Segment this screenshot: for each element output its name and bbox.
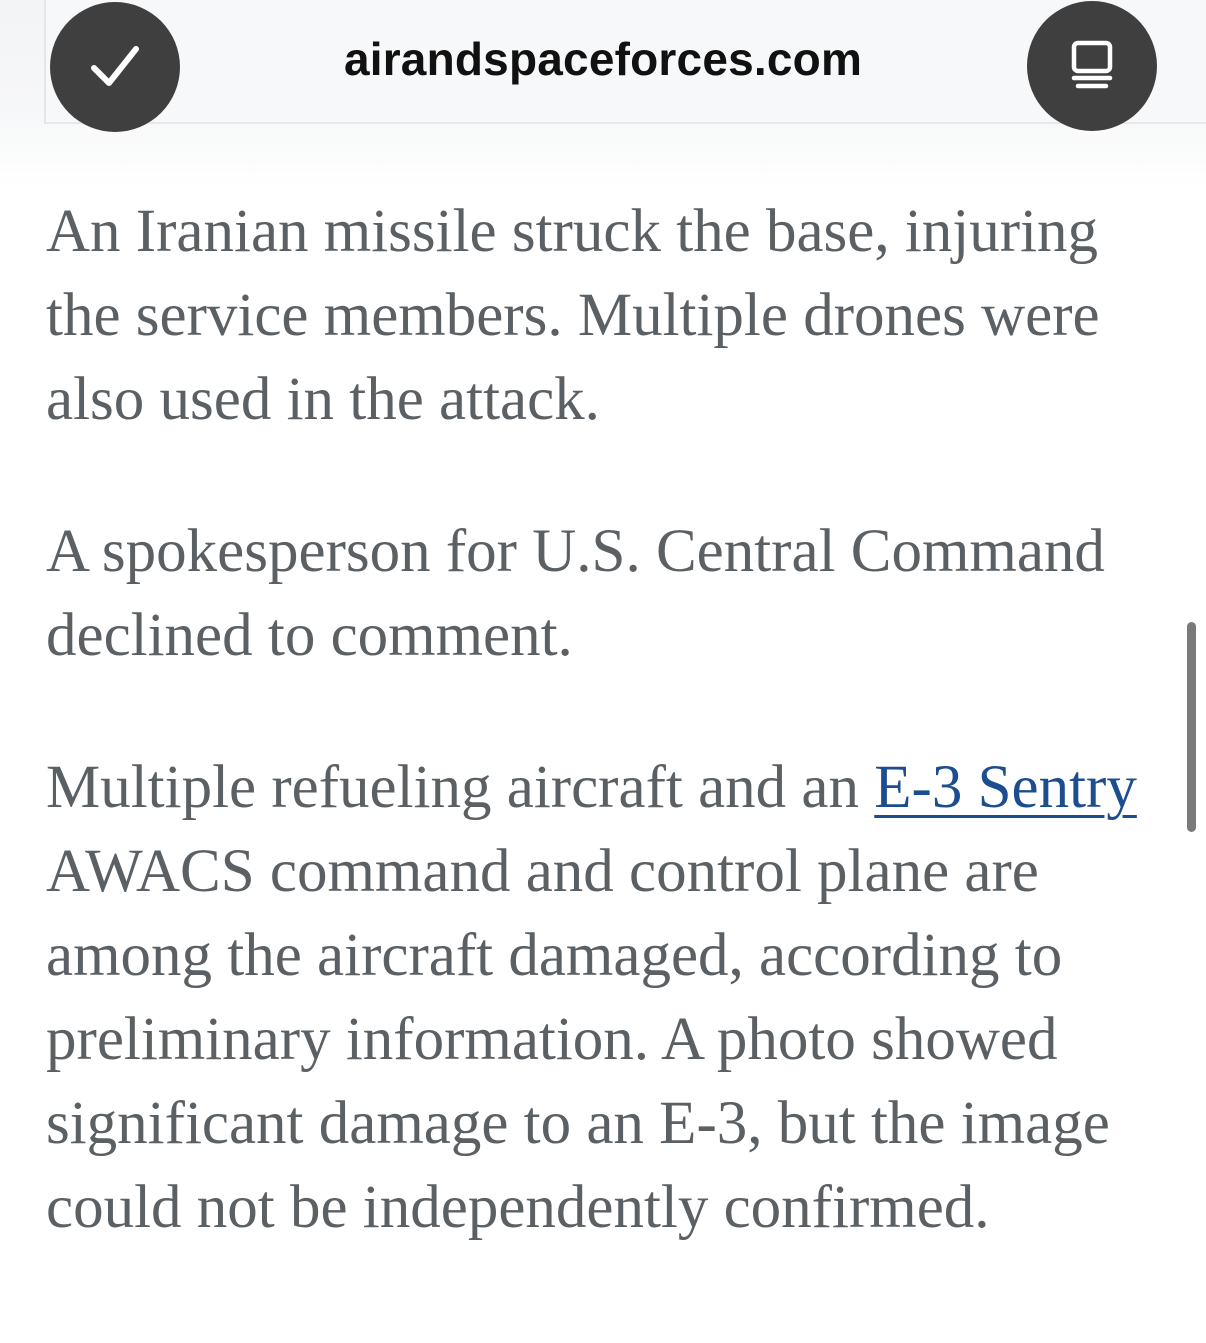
- done-button[interactable]: [50, 2, 180, 132]
- reader-mode-icon: [1064, 38, 1120, 94]
- url-label[interactable]: airandspaceforces.com: [343, 33, 863, 85]
- paragraph-3-intro: Multiple refueling aircraft and an: [46, 754, 875, 821]
- e3-sentry-link[interactable]: E-3 Sentry: [874, 754, 1137, 821]
- reader-mode-button[interactable]: [1027, 1, 1157, 131]
- paragraph-1: An Iranian missile struck the base, injuring the service members. Multiple drones were also used in the attack.: [46, 198, 1100, 433]
- paragraph-2: A spokesperson for U.S. Central Command declined to comment.: [46, 518, 1105, 669]
- browser-toolbar: [0, 0, 1206, 190]
- article-body: [46, 190, 1166, 1318]
- scrollbar[interactable]: [1187, 622, 1196, 832]
- paragraph-3-rest: AWACS command and control plane are among the aircraft damaged, according to preliminary information. A photo showed significant damage to an E-3, but the image could not be independently confirmed.: [46, 838, 1110, 1241]
- checkmark-icon: [85, 37, 145, 97]
- paragraph-3: [46, 746, 1166, 1250]
